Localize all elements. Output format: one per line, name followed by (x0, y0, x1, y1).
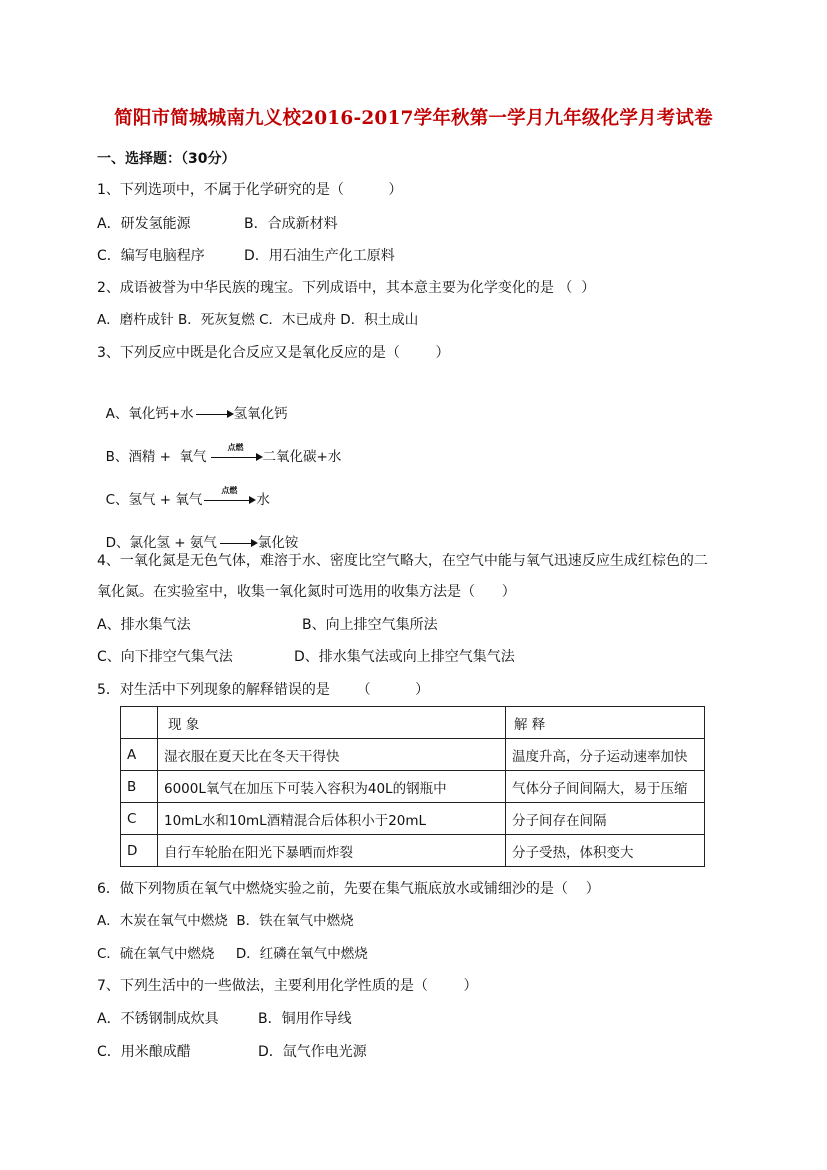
table-cell: 湿衣服在夏天比在冬天干得快 (158, 739, 506, 771)
section-heading: 一、选择题：（30分） (97, 151, 236, 167)
question-6-stem: 6．做下列物质在氧气中燃烧实验之前，先要在集气瓶底放水或铺细沙的是（ ） (97, 881, 600, 897)
question-3-stem: 3、下列反应中既是化合反应又是氧化反应的是（ ） (97, 345, 450, 361)
table-cell: 气体分子间间隔大，易于压缩 (506, 771, 705, 803)
question-7-option-d: D．氙气作电光源 (258, 1044, 367, 1060)
question-2-stem: 2、成语被誉为中华民族的瑰宝。下列成语中，其本意主要为化学变化的是 （ ） (97, 280, 596, 296)
question-4-option-c: C、向下排空气集气法 (97, 649, 233, 665)
question-3-option-c (97, 472, 270, 508)
question-6-options-line-2: C．硫在氧气中燃烧 D．红磷在氧气中燃烧 (97, 946, 368, 962)
arrow-icon (220, 534, 256, 552)
table-cell: C (121, 803, 158, 835)
reaction-b-reactants: B、酒精 + 氧气 (105, 449, 207, 465)
question-7-option-b: B．铜用作导线 (258, 1011, 352, 1027)
question-3-option-d (97, 515, 299, 551)
table-cell: D (121, 835, 158, 867)
table-header-cell: 解 释 (506, 707, 705, 739)
question-1-option-b: B．合成新材料 (244, 216, 338, 232)
table-row (121, 835, 705, 867)
table-cell: A (121, 739, 158, 771)
question-4-stem-line-2: 氧化氮。在实验室中，收集一氧化氮时可选用的收集方法是（ ） (97, 584, 516, 600)
table-cell: 自行车轮胎在阳光下暴晒而炸裂 (158, 835, 506, 867)
table-header-row (121, 707, 705, 739)
table-cell: 6000L氧气在加压下可装入容积为40L的钢瓶中 (158, 771, 506, 803)
question-7-option-a: A．不锈钢制成炊具 (97, 1011, 219, 1027)
question-1-option-d: D．用石油生产化工原料 (244, 248, 395, 264)
table-cell: 分子间存在间隔 (506, 803, 705, 835)
reaction-c-reactants: C、氢气 + 氧气 (105, 492, 203, 508)
question-3-option-b (97, 429, 342, 465)
reaction-a-products: 氢氧化钙 (233, 406, 288, 422)
table-row (121, 803, 705, 835)
phenomena-table (120, 706, 705, 867)
reaction-d-products: 氯化铵 (257, 535, 299, 551)
arrow-icon (196, 405, 232, 423)
reaction-c-products: 水 (256, 492, 270, 508)
question-6-options-line-1: A．木炭在氧气中燃烧 B．铁在氧气中燃烧 (97, 913, 354, 929)
question-4-stem-line-1: 4、一氧化氮是无色气体，难溶于水、密度比空气略大，在空气中能与氧气迅速反应生成红棕色的二 (97, 553, 708, 569)
question-5-stem: 5．对生活中下列现象的解释错误的是 （ ） (97, 682, 430, 698)
table-header-cell (121, 707, 158, 739)
arrow-icon (211, 443, 261, 466)
table-cell: B (121, 771, 158, 803)
question-4-option-a: A、排水集气法 (97, 617, 191, 633)
question-1-stem: 1、下列选项中，不属于化学研究的是（ ） (97, 182, 403, 198)
question-2-options: A．磨杵成针 B．死灰复燃 C．木已成舟 D．积土成山 (97, 312, 419, 328)
question-4-option-d: D、排水集气法或向上排空气集气法 (294, 649, 515, 665)
reaction-c-condition: 点燃 (221, 486, 238, 495)
question-4-option-b: B、向上排空气集所法 (302, 617, 438, 633)
table-cell: 温度升高，分子运动速率加快 (506, 739, 705, 771)
table-cell: 10mL水和10mL酒精混合后体积小于20mL (158, 803, 506, 835)
table-row (121, 771, 705, 803)
reaction-a-reactants: A、氧化钙+水 (105, 406, 194, 422)
question-1-option-c: C．编写电脑程序 (97, 248, 205, 264)
exam-title: 简阳市简城城南九义校2016-2017学年秋第一学月九年级化学月考试卷 (114, 108, 713, 129)
table-header-cell: 现 象 (158, 707, 506, 739)
reaction-b-products: 二氧化碳+水 (262, 449, 342, 465)
question-1-option-a: A．研发氢能源 (97, 216, 191, 232)
table-cell: 分子受热，体积变大 (506, 835, 705, 867)
table-row (121, 739, 705, 771)
reaction-b-condition: 点燃 (227, 443, 244, 452)
question-7-stem: 7、下列生活中的一些做法，主要利用化学性质的是（ ） (97, 978, 478, 994)
question-3-option-a (97, 386, 288, 422)
arrow-icon (204, 486, 254, 509)
question-7-option-c: C．用米酿成醋 (97, 1044, 191, 1060)
reaction-d-reactants: D、氯化氢 + 氨气 (105, 535, 217, 551)
